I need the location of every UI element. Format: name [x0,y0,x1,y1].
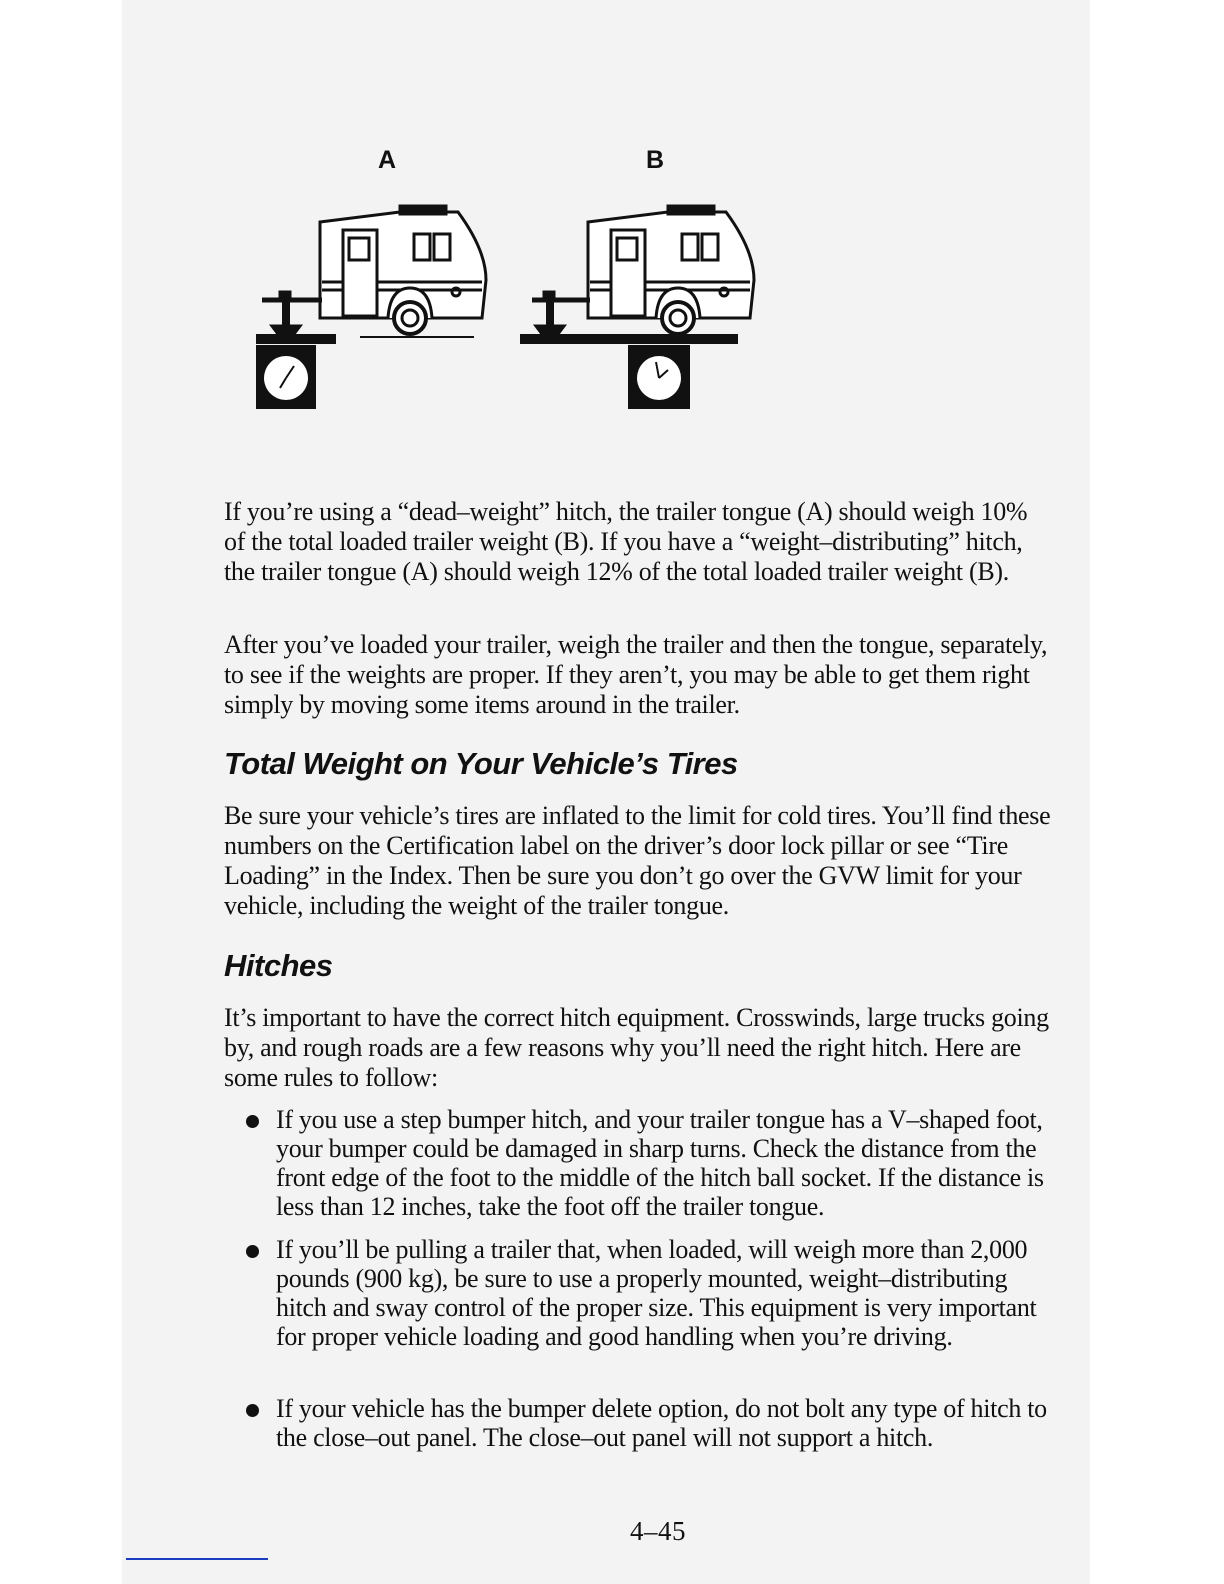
trailer-weighing-illustration [250,200,770,415]
paragraph-text: If you’re using a “dead–weight” hitch, the trailer tongue (A) should weigh 10% of the total loaded trailer weight (B). If you have a “weight–distributing” hitch, the trailer tongue (A) should weigh 12% of the total loaded trailer weight (B). [224,497,1028,586]
section-total-weight-body [224,801,1054,921]
bullet-icon [246,1115,259,1128]
paragraph-after-loading [224,630,1054,720]
bullet-icon [246,1245,259,1258]
trailer-b-on-axle-scale [520,206,754,409]
paragraph-hitch-weight [224,497,1054,587]
section-total-weight [224,746,1054,782]
list-item [224,1394,1054,1452]
paragraph-text: It’s important to have the correct hitch equipment. Crosswinds, large trucks going by, and rough roads are a few reasons why you’ll need the right hitch. Here are some rules to follow: [224,1003,1049,1092]
section-hitches-body [224,1003,1054,1093]
section-heading: Total Weight on Your Vehicle’s Tires [224,746,738,781]
list-item-text: If you’ll be pulling a trailer that, when loaded, will weigh more than 2,000 pounds (900 kg), be sure to use a properly mounted, weight–distributing hitch and sway control of the proper size. This equipment is very important for proper vehicle loading and good handling when you’re driving. [276,1235,1037,1351]
list-item-text: If your vehicle has the bumper delete option, do not bolt any type of hitch to the close–out panel. The close–out panel will not support a hitch. [276,1394,1047,1452]
list-item [224,1105,1054,1221]
section-heading: Hitches [224,948,333,983]
paragraph-text: Be sure your vehicle’s tires are inflated to the limit for cold tires. You’ll find these numbers on the Certification label on the driver’s door lock pillar or see “Tire Loading” in the Index. Then be sure you don’t go over the GVW limit for your vehicle, including the weight of the trailer tongue. [224,801,1051,920]
bullet-icon [246,1404,259,1417]
link-underline[interactable] [126,1558,268,1560]
list-item-text: If you use a step bumper hitch, and your trailer tongue has a V–shaped foot, your bumper could be damaged in sharp turns. Check the distance from the front edge of the foot to the middle of the hitch ball socket. If the distance is less than 12 inches, take the foot off the trailer tongue. [276,1105,1044,1221]
figure-label-a: A [378,146,397,174]
list-item [224,1235,1054,1351]
section-hitches [224,948,1054,984]
trailer-a-on-tongue-scale [256,206,486,409]
figure-label-b: B [646,146,665,174]
page-number: 4–45 [630,1516,686,1546]
paragraph-text: After you’ve loaded your trailer, weigh the trailer and then the tongue, separately, to see if the weights are proper. If they aren’t, you may be able to get them right simply by moving some items around in the trailer. [224,630,1048,719]
